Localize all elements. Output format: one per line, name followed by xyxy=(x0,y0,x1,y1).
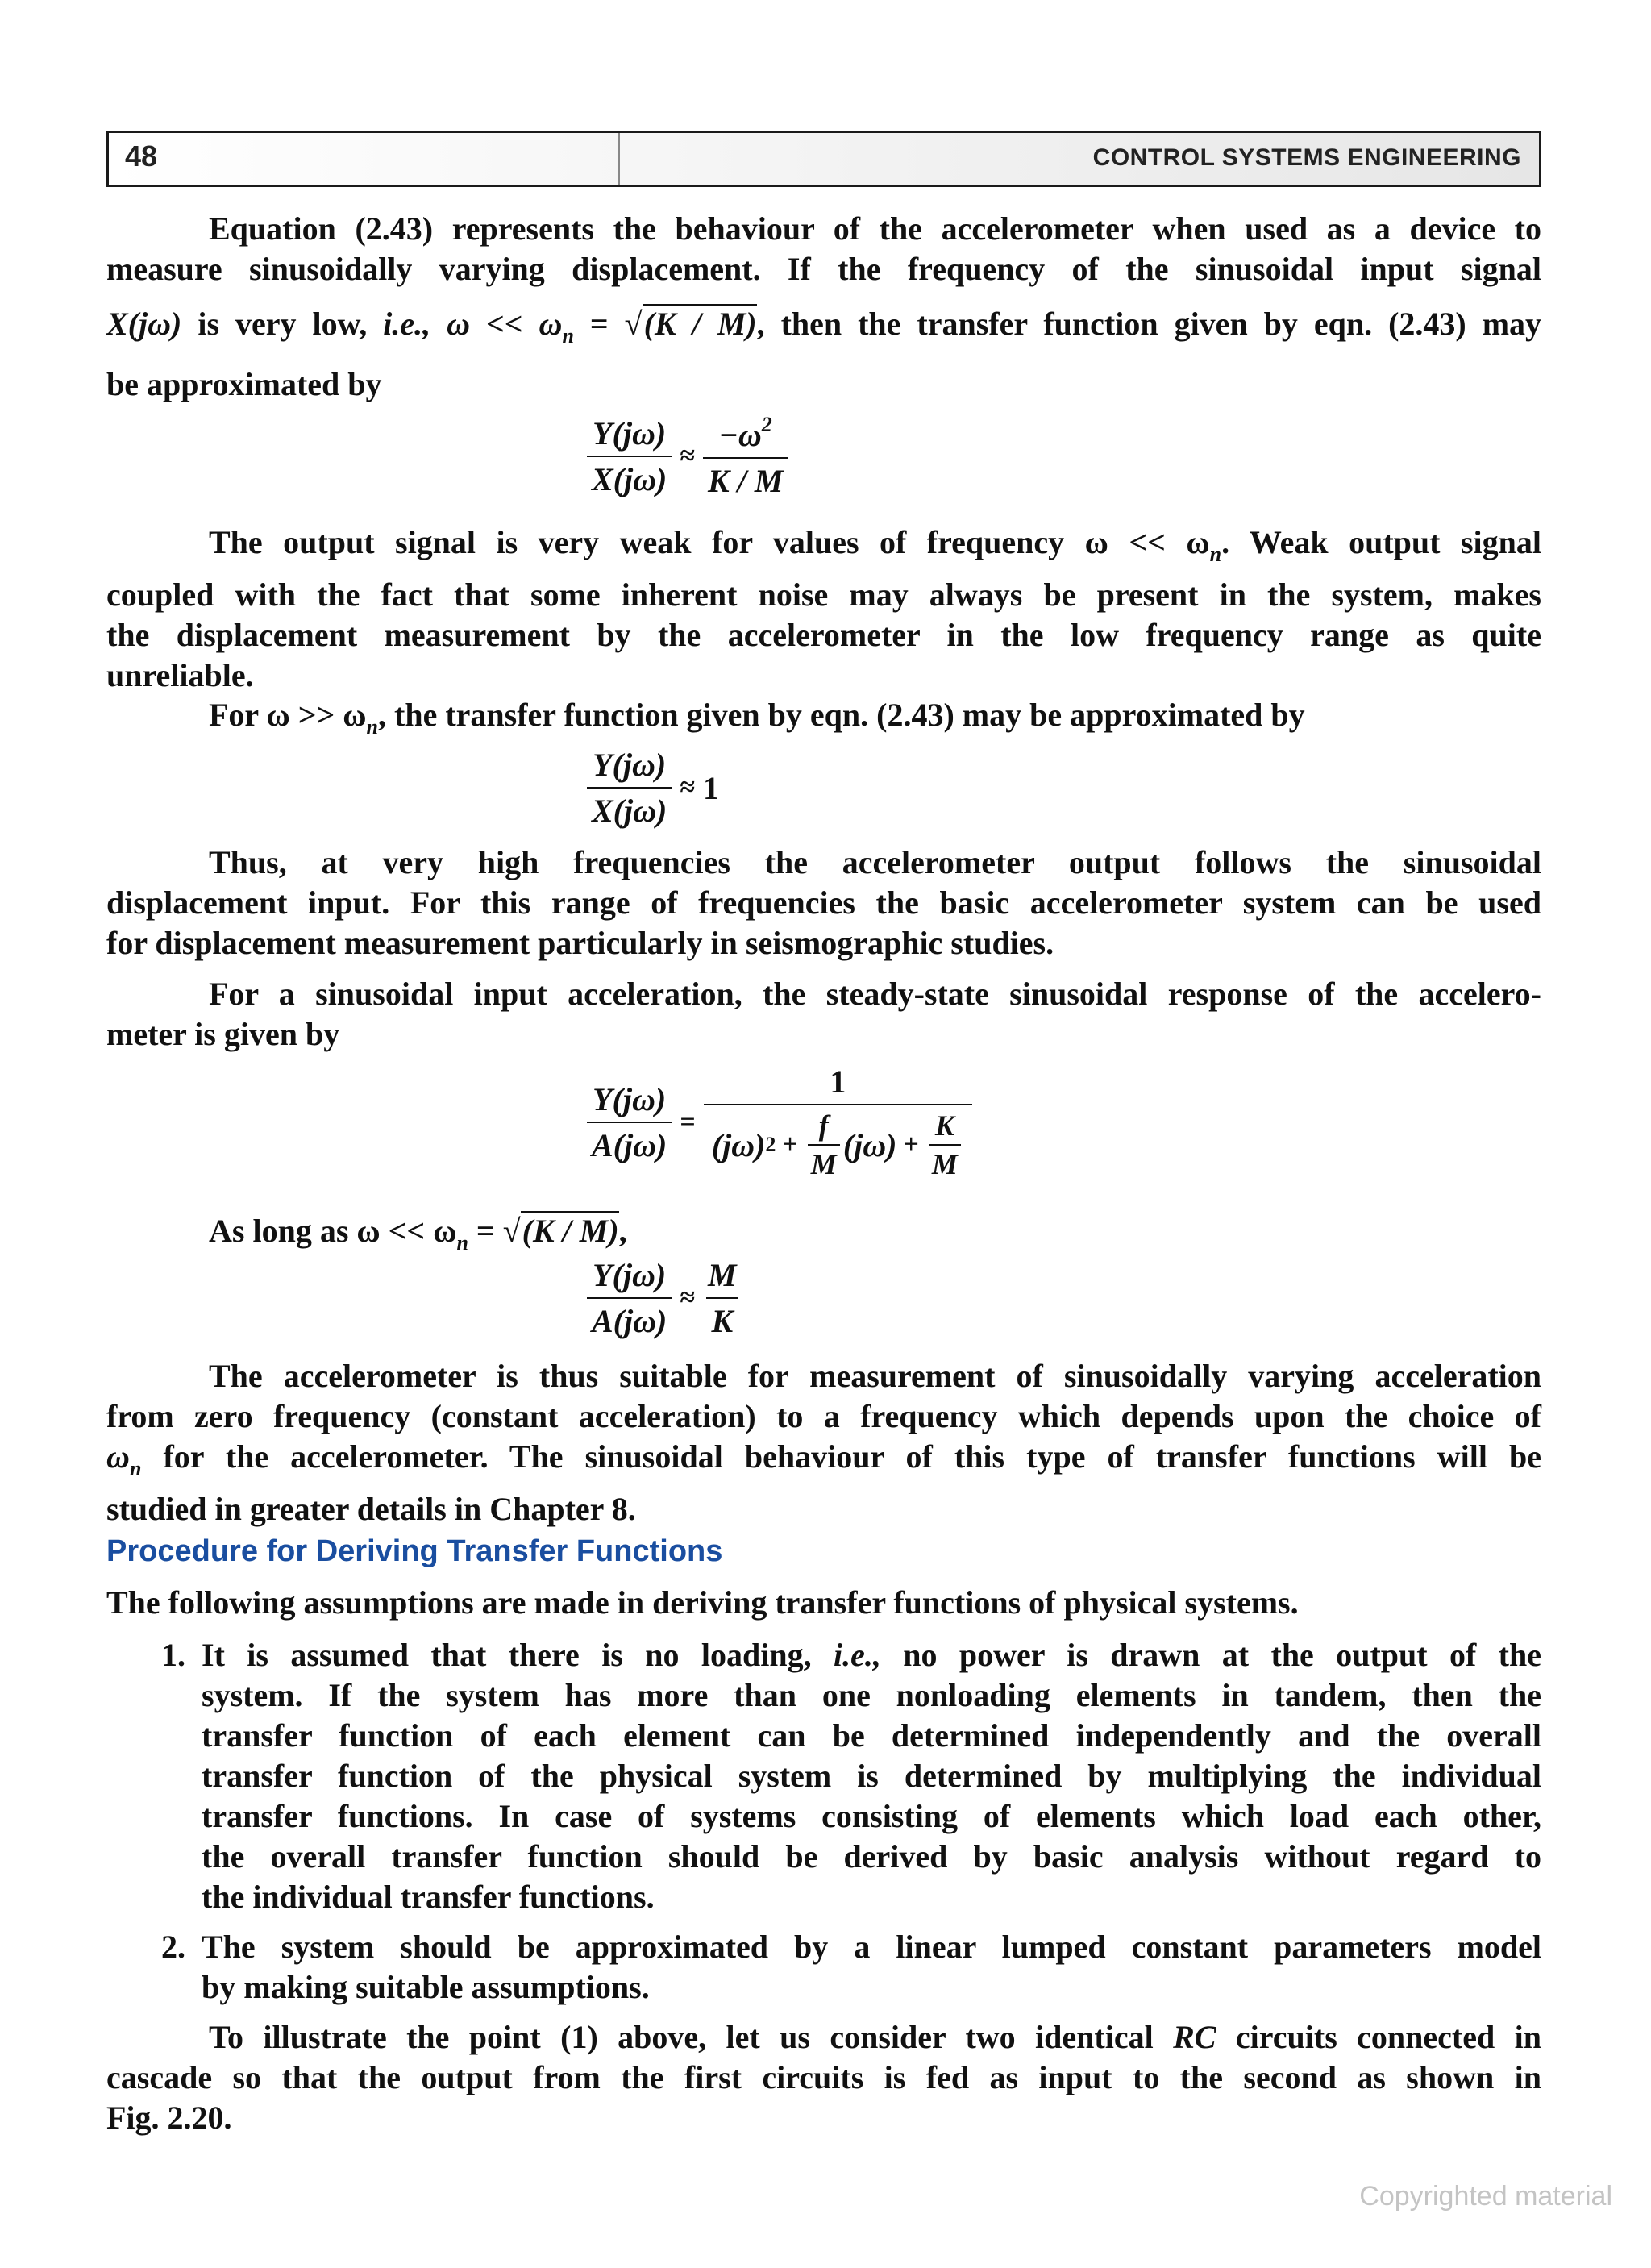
numerator: M xyxy=(708,1257,737,1293)
paragraph-line: The system should be approximated by a linear lumped constant parameters model xyxy=(202,1929,1541,1965)
plus-symbol: + xyxy=(903,1130,919,1159)
j-omega: (jω) xyxy=(842,1126,897,1163)
paragraph-8 xyxy=(106,1583,1541,1623)
denominator: K / M xyxy=(703,457,788,500)
denominator: X(jω) xyxy=(587,456,672,498)
paragraph-line xyxy=(106,2017,1541,2058)
paragraph-line: the overall transfer function should be derived by basic analysis without regard to xyxy=(202,1838,1541,1875)
running-title: CONTROL SYSTEMS ENGINEERING xyxy=(1092,144,1521,171)
paragraph-line: transfer function of the physical system is determined by multiplying the individual xyxy=(202,1758,1541,1794)
text-run: , xyxy=(618,1213,627,1249)
approx-symbol: ≈ xyxy=(680,1283,696,1313)
page-number: 48 xyxy=(125,139,158,173)
denominator: K xyxy=(706,1297,738,1340)
paragraph-line: the individual transfer functions. xyxy=(202,1879,655,1915)
section-heading: Procedure for Deriving Transfer Functions xyxy=(106,1534,723,1568)
paragraph-9 xyxy=(106,2017,1541,2138)
math-radicand: (K / M) xyxy=(643,306,757,342)
list-item xyxy=(161,1927,1541,2008)
text-run: , then the transfer function given by eqn. (2.43) may xyxy=(756,306,1542,342)
numerator: K xyxy=(934,1109,954,1142)
denominator: M xyxy=(929,1144,961,1181)
text-run: is very low, xyxy=(181,306,384,342)
paragraph-line xyxy=(106,1211,1541,1263)
text-run: For ω >> ω xyxy=(209,697,367,733)
denominator: A(jω) xyxy=(587,1122,672,1164)
math-sqrt: = √ xyxy=(468,1213,521,1249)
paragraph-line: be approximated by xyxy=(106,366,382,402)
text-run: . Weak output signal xyxy=(1221,524,1542,560)
subscript-n: n xyxy=(129,1457,142,1480)
list-number: 2. xyxy=(161,1929,185,1965)
numerator: Y(jω) xyxy=(593,747,667,783)
paragraph-line: transfer function of each element can be determined independently and the overall xyxy=(202,1717,1541,1754)
fraction-rhs xyxy=(704,1063,972,1181)
paragraph-line xyxy=(106,695,1541,747)
fraction-lhs xyxy=(587,746,672,830)
list-item xyxy=(161,1635,1541,1917)
denominator: M xyxy=(808,1144,840,1181)
text-run: , the transfer function given by eqn. (2.43) may be approximated by xyxy=(378,697,1305,733)
paragraph-2 xyxy=(106,522,1541,696)
rc-label: RC xyxy=(1173,2019,1216,2055)
paragraph-1 xyxy=(106,209,1541,405)
paragraph-line: by making suitable assumptions. xyxy=(202,1969,650,2005)
paragraph-line: for displacement measurement particularly in seismographic studies. xyxy=(106,925,1054,961)
numerator: Y(jω) xyxy=(593,1257,667,1293)
fraction-lhs xyxy=(587,414,672,498)
text-run: As long as ω << ω xyxy=(209,1213,457,1249)
approx-symbol: ≈ xyxy=(680,441,696,471)
math-sqrt: = √ xyxy=(573,306,643,342)
paragraph-line: The accelerometer is thus suitable for measurement of sinusoidally varying acceleration xyxy=(209,1358,1541,1394)
paragraph-6 xyxy=(106,1211,1541,1263)
fraction-f-over-m xyxy=(808,1109,840,1181)
denominator: X(jω) xyxy=(587,787,672,830)
denominator xyxy=(704,1104,972,1181)
paragraph-line: Fig. 2.20. xyxy=(106,2099,232,2136)
paragraph-line: The following assumptions are made in deriving transfer functions of physical systems. xyxy=(106,1584,1299,1621)
equation-4 xyxy=(587,1256,742,1340)
paragraph-line xyxy=(106,304,1541,356)
equation-2 xyxy=(587,746,719,830)
paragraph-line: system. If the system has more than one nonloading elements in tandem, then the xyxy=(202,1677,1541,1713)
text-run: circuits connected in xyxy=(1216,2019,1541,2055)
paragraph-line xyxy=(106,1437,1541,1489)
fraction-k-over-m xyxy=(929,1109,961,1181)
paragraph-line: from zero frequency (constant acceleration) to a frequency which depends upon the choice of xyxy=(106,1398,1541,1434)
paragraph-line: Thus, at very high frequencies the accelerometer output follows the sinusoidal xyxy=(209,844,1541,880)
list-number: 1. xyxy=(161,1637,185,1673)
plus-symbol: + xyxy=(782,1130,798,1159)
rhs-numerator-text: −ω xyxy=(718,417,762,453)
copyright-watermark: Copyrighted material xyxy=(1359,2181,1612,2212)
text-run: for the accelerometer. The sinusoidal behaviour of this type of transfer functions will be xyxy=(141,1438,1541,1475)
numerator: f xyxy=(818,1109,829,1142)
numerator: 1 xyxy=(830,1063,846,1100)
paragraph-line: For a sinusoidal input acceleration, the steady-state sinusoidal response of the accelero- xyxy=(209,976,1541,1012)
superscript: 2 xyxy=(765,1133,776,1156)
paragraph-line: coupled with the fact that some inherent noise may always be present in the system, makes xyxy=(106,576,1541,613)
denominator: A(jω) xyxy=(587,1297,672,1340)
text-run: no power is drawn at the output of the xyxy=(880,1637,1541,1673)
rhs-value: 1 xyxy=(703,769,720,806)
paragraph-4 xyxy=(106,843,1541,963)
fraction-rhs xyxy=(703,413,788,500)
paragraph-line: the displacement measurement by the accelerometer in the low frequency range as quite xyxy=(106,617,1541,653)
math-omega: ω xyxy=(106,1438,130,1475)
paragraph-line: cascade so that the output from the first circuits is fed as input to the second as shown in xyxy=(106,2059,1541,2095)
equation-1 xyxy=(587,413,788,500)
subscript-n: n xyxy=(366,715,378,739)
approx-symbol: ≈ xyxy=(680,772,696,802)
paragraph-line: displacement input. For this range of frequencies the basic accelerometer system can be used xyxy=(106,884,1541,921)
header-divider xyxy=(618,133,620,185)
superscript: 2 xyxy=(761,413,772,436)
numerator: Y(jω) xyxy=(593,415,667,452)
ie-abbrev: i.e., xyxy=(383,306,431,342)
paragraph-5 xyxy=(106,974,1541,1055)
paragraph-line xyxy=(202,1635,1541,1675)
ie-abbrev: i.e., xyxy=(834,1637,881,1673)
fraction-rhs xyxy=(703,1256,742,1340)
paragraph-line: measure sinusoidally varying displacement. If the frequency of the sinusoidal input signal xyxy=(106,251,1541,287)
text-run: It is assumed that there is no loading, xyxy=(202,1637,834,1673)
text-run: The output signal is very weak for values of frequency ω << ω xyxy=(209,524,1210,560)
math-x-jw: X(jω) xyxy=(106,306,182,342)
fraction-lhs xyxy=(587,1256,672,1340)
paragraph-line: studied in greater details in Chapter 8. xyxy=(106,1491,636,1527)
numerator: Y(jω) xyxy=(593,1080,667,1117)
paragraph-line: unreliable. xyxy=(106,657,254,693)
paragraph-3 xyxy=(106,695,1541,747)
text-run: To illustrate the point (1) above, let us consider two identical xyxy=(209,2019,1174,2055)
subscript-n: n xyxy=(1209,543,1222,566)
subscript-n: n xyxy=(562,324,574,347)
fraction-lhs xyxy=(587,1080,672,1164)
paragraph-line: transfer functions. In case of systems consisting of elements which load each other, xyxy=(202,1798,1541,1834)
paragraph-line: Equation (2.43) represents the behaviour of the accelerometer when used as a device to xyxy=(209,210,1541,247)
math-omega: ω << ω xyxy=(430,306,563,342)
j-omega: (jω) xyxy=(711,1126,766,1163)
paragraph-line xyxy=(106,522,1541,575)
equation-3 xyxy=(587,1063,972,1181)
running-header xyxy=(106,131,1541,187)
paragraph-7 xyxy=(106,1356,1541,1529)
numerator xyxy=(714,413,777,457)
paragraph-line: meter is given by xyxy=(106,1016,340,1052)
equals-symbol: = xyxy=(680,1106,696,1137)
math-radicand: (K / M) xyxy=(522,1213,619,1249)
subscript-n: n xyxy=(456,1231,468,1255)
